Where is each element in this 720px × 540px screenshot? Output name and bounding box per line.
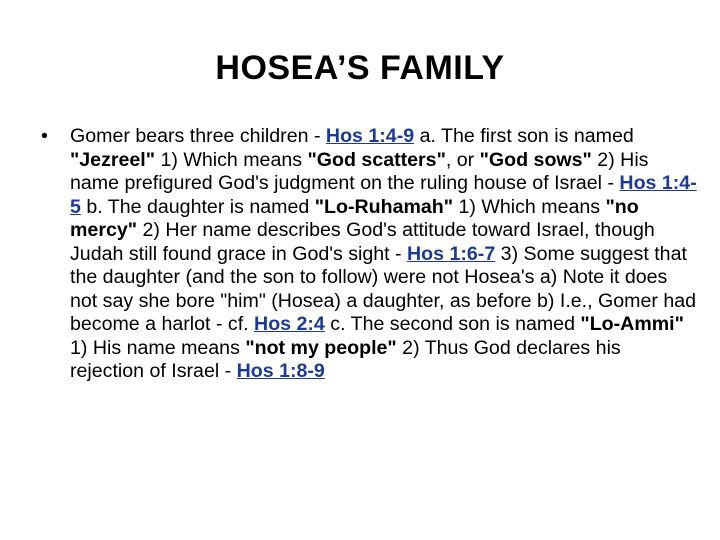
emphasized-text: "Lo-Ammi" xyxy=(580,313,684,335)
emphasized-text: "God sows" xyxy=(479,148,592,171)
bullet-item xyxy=(41,125,697,384)
slide-title: HOSEA’S FAMILY xyxy=(215,49,505,87)
scripture-reference-link[interactable]: Hos 1:4-5 xyxy=(70,172,697,218)
body-text: a. The first son is named xyxy=(414,125,634,147)
body-text: , or xyxy=(445,148,480,171)
emphasized-text: "not my people" xyxy=(245,336,397,359)
scripture-reference-link[interactable]: Hos 1:4-9 xyxy=(325,125,415,147)
bullet-icon: • xyxy=(41,125,48,147)
bullet-list xyxy=(41,125,697,384)
body-text: b. The daughter is named xyxy=(80,195,315,218)
body-text: 2) His name prefigured God's judgment on the ruling house of Israel - xyxy=(70,148,649,194)
body-text: 2) Her name describes God's attitude toward Israel, though Judah still found grace in God's sight - xyxy=(70,219,655,265)
bullet-text xyxy=(70,125,697,382)
scripture-reference-link[interactable]: Hos 1:6-7 xyxy=(407,242,496,265)
body-text: 2) Thus God declares his rejection of Israel - xyxy=(70,336,621,382)
emphasized-text: "God scatters" xyxy=(307,148,446,171)
scripture-reference-link[interactable]: Hos 1:8-9 xyxy=(236,360,325,382)
body-text: Gomer bears three children - xyxy=(70,125,326,147)
emphasized-text: "Jezreel" xyxy=(70,148,156,171)
body-text: 1) Which means xyxy=(155,148,308,171)
body-text: 3) Some suggest that the daughter (and the son to follow) were not Hosea's a) Note it does not say she bore "him" (Hosea) a daughter, as before b) I.e., Gomer had become a harlot - cf. xyxy=(70,242,697,335)
body-text: c. The second son is named xyxy=(324,313,581,335)
body-text: 1) His name means xyxy=(70,336,246,359)
body-text: 1) Which means xyxy=(453,195,606,218)
emphasized-text: "no mercy" xyxy=(70,195,639,241)
scripture-reference-link[interactable]: Hos 2:4 xyxy=(254,313,325,335)
emphasized-text: "Lo-Ruhamah" xyxy=(314,195,454,218)
